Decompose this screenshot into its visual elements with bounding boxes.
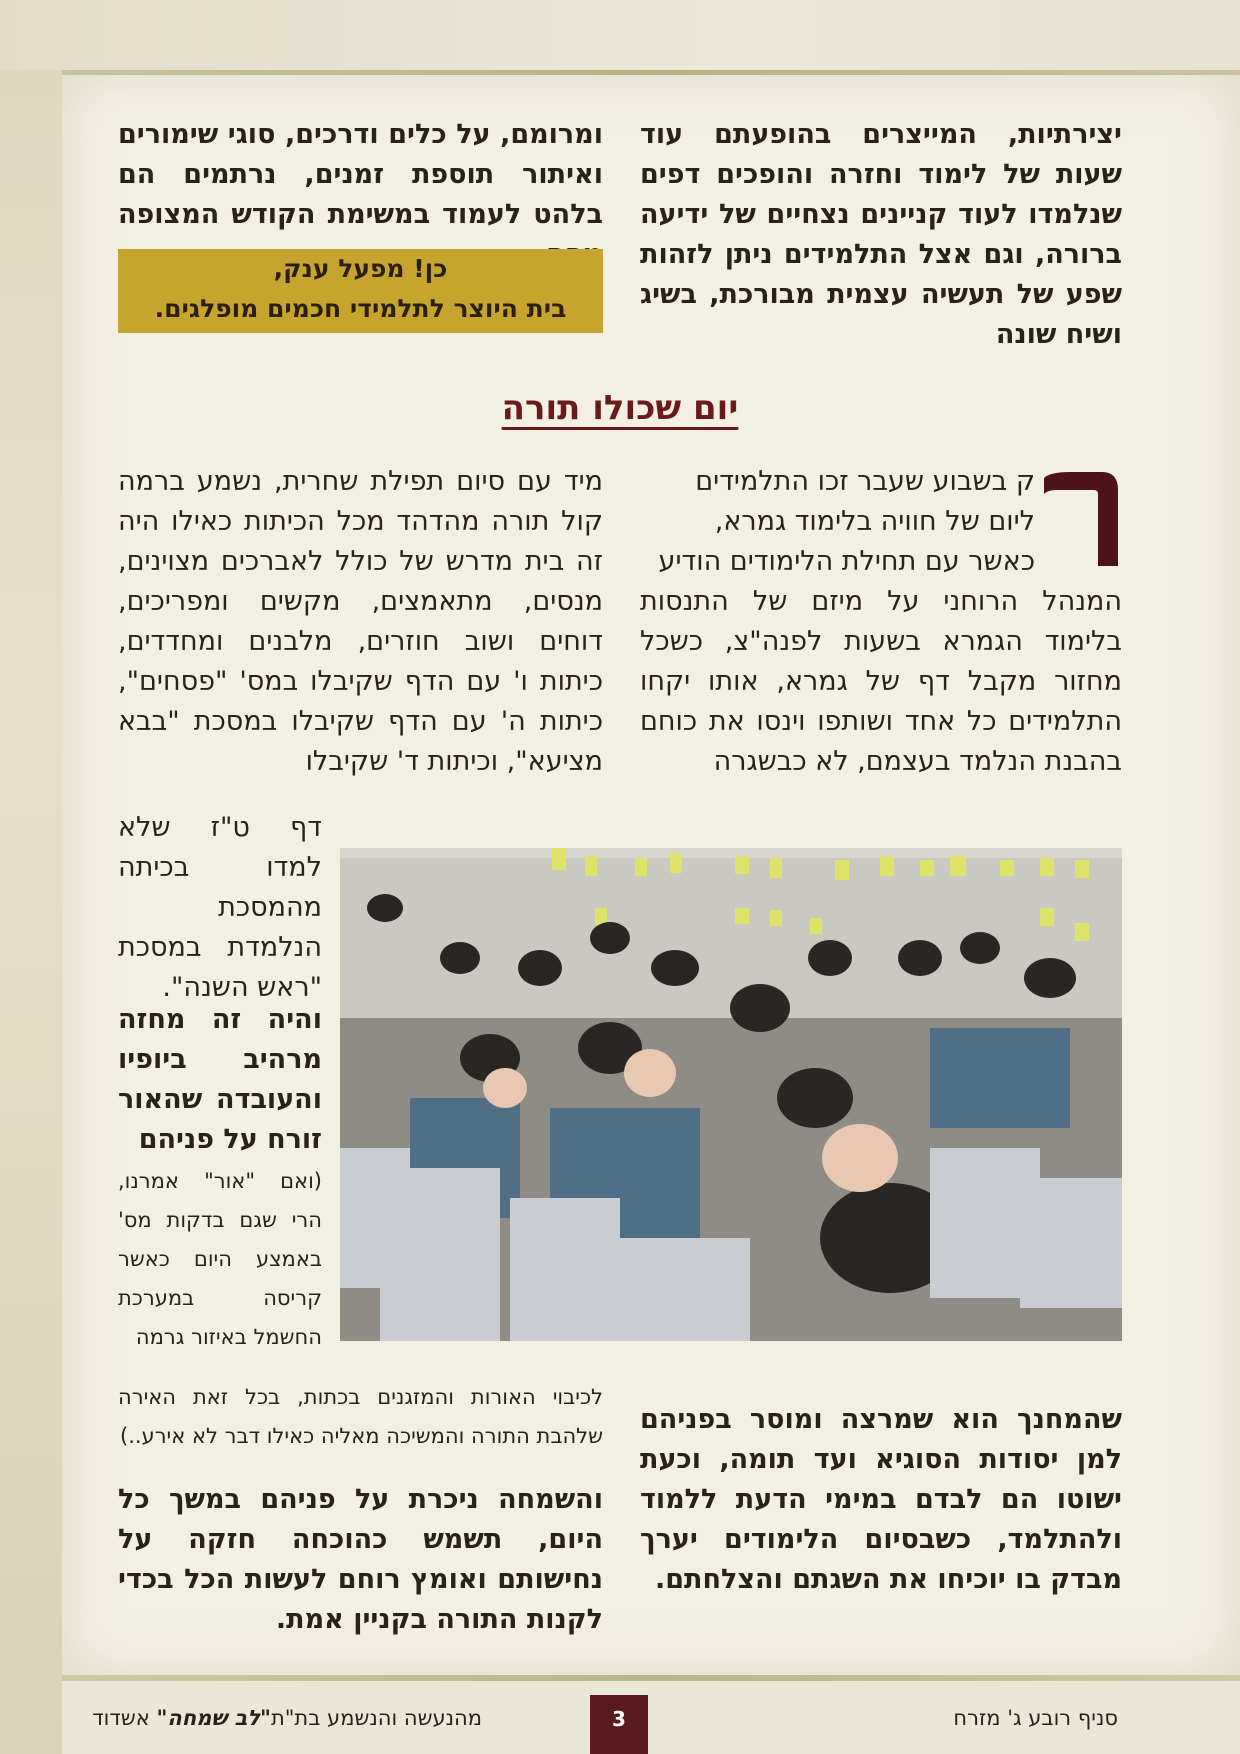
article-text-bottom-right: שהמחנך הוא שמרצה ומוסר בפניהם למן יסודות הסוגיא ועד תומה, וכעת ישוטו הם לבדם במימי הדעת ללמוד ולהתלמד, כשבסיום הלימודים יערך מבדק בו יוכיחו את השגתם והצלחתם. — [640, 1404, 1122, 1595]
footer-source-prefix: מהנעשה והנשמע בת"ת — [270, 1706, 482, 1730]
footer-source-suffix: אשדוד — [92, 1706, 150, 1730]
highlight-line-2: בית היוצר לתלמידי חכמים מופלגים. — [154, 294, 567, 323]
bottom-rule — [62, 1675, 1240, 1681]
article-text-narrow-b: והיה זה מחזה מרהיב ביופיו והעובדה שהאור זורח על פניהם — [118, 1004, 322, 1155]
article-text-top-left: ומרומם, על כלים ודרכים, סוגי שימורים ואיתור תוספת זמנים, נרתמים הם בלהט לעמוד במשימת הקודש המצופה — [118, 119, 603, 230]
section-title: יום שכולו תורה — [501, 388, 739, 428]
intro-line-3: כאשר עם תחילת הלימודים הודיע — [658, 546, 1035, 577]
highlight-line-1: כן! מפעל ענק, — [273, 254, 448, 283]
top-rule — [62, 70, 1240, 75]
article-text-narrow-a: דף ט"ז שלא למדו בכיתה מהמסכת הנלמדת במסכת "ראש השנה". — [118, 812, 322, 1003]
intro-line-1: ק בשבוע שעבר זכו התלמידים — [695, 466, 1035, 497]
article-text-bottom-left-light: לכיבוי האורות והמזגנים בכתות, בכל זאת האירה שלהבת התורה והמשיכה מאליה כאילו דבר לא אירע..) — [118, 1385, 603, 1448]
footer-source-brand: "לב שמחה" — [156, 1706, 271, 1730]
page-margin-top — [0, 0, 1240, 70]
intro-block — [640, 462, 1035, 582]
page-number-badge: 3 — [590, 1695, 648, 1754]
article-text-narrow-c: (ואם "אור" אמרנו, הרי שגם בדקות מס' באמצע היום כאשר קריסה במערכת החשמל באיזור גרמה — [118, 1169, 322, 1349]
classroom-photo — [340, 848, 1122, 1341]
article-text-mid-left: מיד עם סיום תפילת שחרית, נשמע ברמה קול תורה מהדהד מכל הכיתות כאילו היה זה בית מדרש של כולל לאברכים מצוינים, מנסים, מתאמצים, מקשים ומפריכים, דוחים ושוב חוזרים, מלבנים ומחדדים, כיתות ו' עם הדף שקיבלו במס' "פסחים", כיתות ה' עם הדף שקיבלו במסכת "בבא מציעא", וכיתות ד' שקיבלו — [118, 466, 603, 777]
article-text-bottom-left: והשמחה ניכרת על פניהם במשך כל היום, תשמש כהוכחה חזקה על נחישותם ואומץ רוחם לעשות הכל בכדי לקנות התורה בקניין אמת. — [118, 1484, 603, 1635]
footer-branch: סניף רובע ג' מזרח — [953, 1706, 1118, 1730]
intro-line-2: ליום של חוויה בלימוד גמרא, — [714, 506, 1035, 537]
highlight-box — [118, 249, 603, 333]
article-text-top-right: יצירתיות, המייצרים בהופעתם עוד שעות של לימוד וחזרה והופכים דפים שנלמדו לעוד קניינים נצחיים של ידיעה ברורה, וגם אצל התלמידים ניתן לזהות שפע של תעשיה עצמית מבורכת, בשיג ושיח שונה — [640, 119, 1122, 350]
classroom-photo-icon — [340, 848, 1122, 1341]
page-margin-left — [0, 0, 62, 1754]
article-text-mid-right: המנהל הרוחני על מיזם של התנסות בלימוד הגמרא בשעות לפנה"צ, כשכל מחזור מקבל דף של גמרא, אותו יקחו התלמידים כל אחד ושותפו וינסו את כוחם בהבנת הנלמד בעצמם, לא כבשגרה — [640, 586, 1122, 777]
drop-cap-letter-icon — [1040, 470, 1120, 570]
footer-source — [62, 1706, 482, 1730]
